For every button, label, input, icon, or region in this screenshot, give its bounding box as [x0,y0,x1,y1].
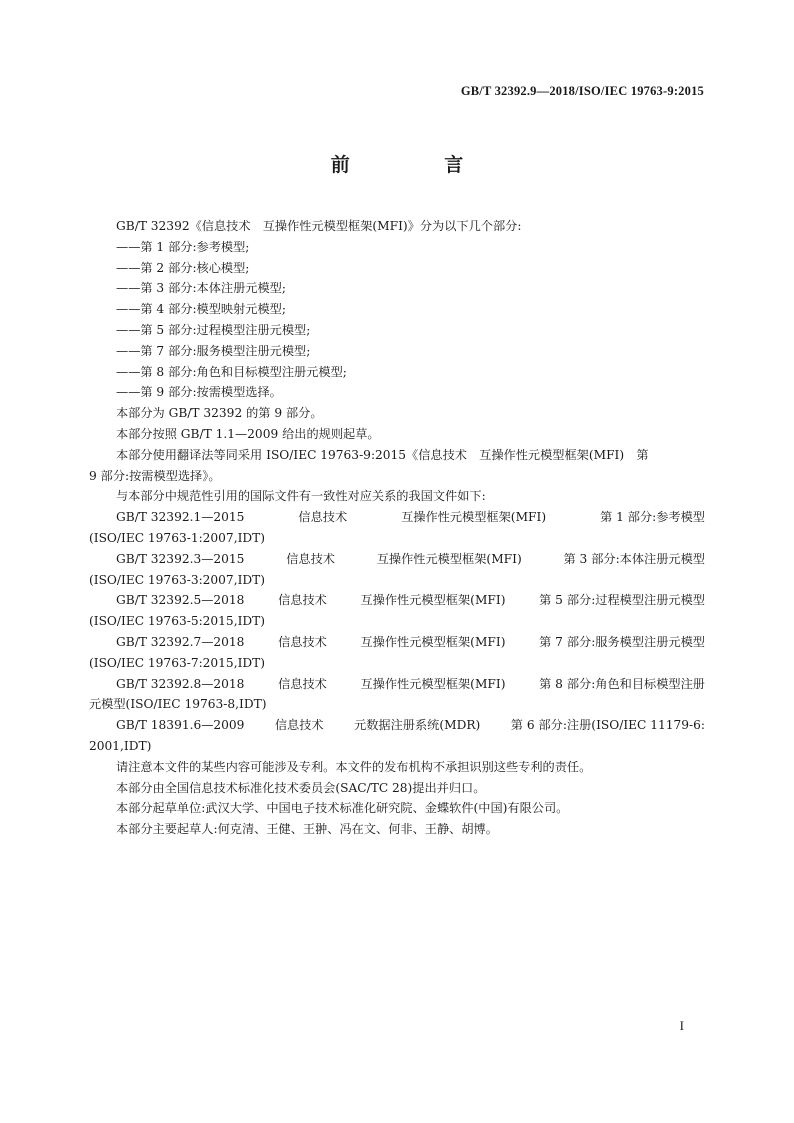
patent-notice: 请注意本文件的某些内容可能涉及专利。本文件的发布机构不承担识别这些专利的责任。 [116,759,592,774]
proposed-by-paragraph: 本部分由全国信息技术标准化技术委员会(SAC/TC 28)提出并归口。 [116,780,486,795]
translation-line-2: 9 部分:按需模型选择》。 [89,468,221,483]
reference-equivalence: (ISO/IEC 19763-5:2015,IDT) [89,614,266,629]
page-number: I [679,1018,684,1033]
reference-equivalence: 元模型(ISO/IEC 19763-8,IDT) [89,697,267,712]
list-item: ——第 4 部分:模型映射元模型; [116,302,286,317]
reference-field: 信息技术 [278,593,327,608]
reference-framework: 互操作性元模型框架(MFI) [360,593,506,608]
reference-framework: 互操作性元模型框架(MFI) [401,510,547,525]
this-part-paragraph: 本部分为 GB/T 32392 的第 9 部分。 [116,406,323,421]
reference-entry [89,590,705,632]
reference-framework: 互操作性元模型框架(MFI) [360,676,506,691]
reference-part: 第 8 部分:角色和目标模型注册 [539,676,705,691]
reference-framework: 互操作性元模型框架(MFI) [360,634,506,649]
reference-list [89,507,705,757]
reference-entry [89,507,705,549]
reference-entry [89,632,705,674]
consistent-docs-intro: 与本部分中规范性引用的国际文件有一致性对应关系的我国文件如下: [116,489,486,504]
reference-equivalence: (ISO/IEC 19763-3:2007,IDT) [89,572,266,587]
reference-code: GB/T 32392.8—2018 [116,676,245,691]
standard-code-header: GB/T 32392.9—2018/ISO/IEC 19763-9:2015 [460,84,704,98]
drafters-paragraph: 本部分主要起草人:何克清、王健、王翀、冯在文、何非、王静、胡博。 [116,822,498,837]
translation-line-1: 本部分使用翻译法等同采用 ISO/IEC 19763-9:2015《信息技术 互操作性元模型框架(MFI) 第 [116,447,649,462]
reference-field: 信息技术 [298,510,348,525]
list-item: ——第 2 部分:核心模型; [116,260,250,275]
reference-part: 第 6 部分:注册(ISO/IEC 11179-6: [510,718,705,733]
reference-framework: 元数据注册系统(MDR) [354,718,481,733]
reference-equivalence: 2001,IDT) [89,738,152,753]
reference-part: 第 3 部分:本体注册元模型 [563,551,705,566]
reference-field: 信息技术 [274,718,324,733]
page-title: 前 言 [330,154,508,176]
reference-code: GB/T 32392.7—2018 [116,634,245,649]
reference-part: 第 5 部分:过程模型注册元模型 [539,593,705,608]
reference-framework: 互操作性元模型框架(MFI) [376,551,522,566]
reference-field: 信息技术 [278,634,327,649]
list-item: ——第 9 部分:按需模型选择。 [116,385,282,400]
list-item: ——第 8 部分:角色和目标模型注册元模型; [116,364,347,379]
drafting-units-paragraph: 本部分起草单位:武汉大学、中国电子技术标准化研究院、金蝶软件(中国)有限公司。 [116,801,569,816]
list-item: ——第 3 部分:本体注册元模型; [116,281,286,296]
reference-entry [89,674,705,716]
reference-code: GB/T 18391.6—2009 [116,718,245,733]
reference-entry [89,715,705,757]
reference-code: GB/T 32392.5—2018 [116,593,245,608]
reference-equivalence: (ISO/IEC 19763-1:2007,IDT) [89,530,266,545]
reference-code: GB/T 32392.3—2015 [116,551,245,566]
reference-entry [89,549,705,591]
reference-field: 信息技术 [286,551,335,566]
list-item: ——第 7 部分:服务模型注册元模型; [116,343,311,358]
reference-field: 信息技术 [278,676,327,691]
intro-paragraph: GB/T 32392《信息技术 互操作性元模型框架(MFI)》分为以下几个部分: [116,219,522,233]
reference-part: 第 7 部分:服务模型注册元模型 [539,634,705,649]
list-item: ——第 1 部分:参考模型; [116,239,250,254]
translation-paragraph [89,445,705,487]
reference-equivalence: (ISO/IEC 19763-7:2015,IDT) [89,655,266,670]
parts-list [89,237,705,403]
list-item: ——第 5 部分:过程模型注册元模型; [116,322,311,337]
reference-code: GB/T 32392.1—2015 [116,510,245,525]
drafting-rule-paragraph: 本部分按照 GB/T 1.1—2009 给出的规则起草。 [116,426,380,441]
reference-part: 第 1 部分:参考模型 [600,510,705,525]
foreword-body [89,216,705,840]
